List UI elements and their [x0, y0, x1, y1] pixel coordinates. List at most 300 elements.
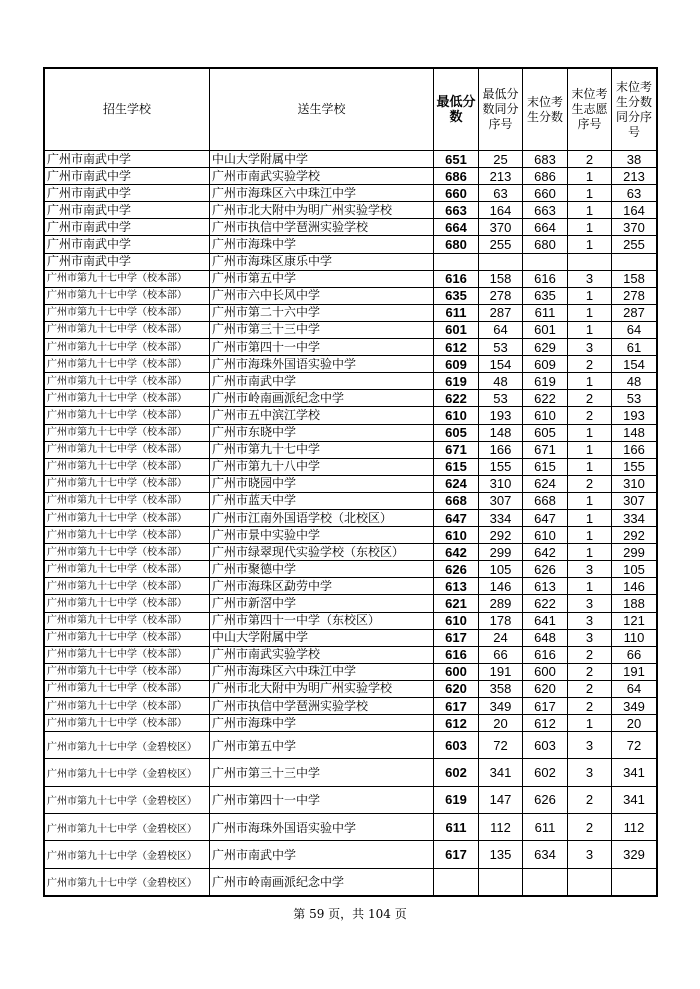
cell-sending-school: 广州市海珠外国语实验中学 [210, 356, 434, 373]
cell-last-rank [612, 868, 658, 896]
table-row [44, 868, 657, 896]
cell-min-score: 616 [434, 270, 479, 287]
cell-last-choice: 1 [568, 202, 612, 219]
table-row [44, 715, 657, 732]
table-row [44, 561, 657, 578]
cell-enrolling-school: 广州市第九十七中学（金碧校区） [44, 841, 210, 868]
cell-sending-school: 广州市景中实验中学 [210, 527, 434, 544]
cell-min-score: 610 [434, 527, 479, 544]
cell-enrolling-school: 广州市第九十七中学（金碧校区） [44, 786, 210, 813]
cell-last-choice: 2 [568, 151, 612, 168]
cell-last-rank: 66 [612, 646, 658, 663]
table-row [44, 236, 657, 253]
cell-sending-school: 广州市执信中学琶洲实验学校 [210, 219, 434, 236]
cell-last-score: 686 [523, 168, 568, 185]
cell-last-choice: 2 [568, 407, 612, 424]
cell-min-score-rank: 154 [479, 356, 523, 373]
cell-min-score-rank: 193 [479, 407, 523, 424]
cell-last-score: 622 [523, 595, 568, 612]
header-last-rank: 末位考生分数同分序号 [612, 68, 658, 151]
header-min-score: 最低分数 [434, 68, 479, 151]
cell-last-rank: 164 [612, 202, 658, 219]
header-row [44, 68, 657, 151]
header-enrolling-school: 招生学校 [44, 68, 210, 151]
cell-last-rank: 292 [612, 527, 658, 544]
cell-last-choice: 2 [568, 663, 612, 680]
cell-last-score: 683 [523, 151, 568, 168]
cell-min-score-rank: 213 [479, 168, 523, 185]
cell-last-rank: 310 [612, 475, 658, 492]
cell-sending-school: 广州市第四十一中学 [210, 786, 434, 813]
cell-sending-school: 广州市绿翠现代实验学校（东校区） [210, 544, 434, 561]
cell-min-score: 611 [434, 814, 479, 841]
cell-min-score: 622 [434, 390, 479, 407]
cell-enrolling-school: 广州市第九十七中学（金碧校区） [44, 868, 210, 896]
cell-last-score: 603 [523, 732, 568, 759]
cell-last-score: 647 [523, 509, 568, 526]
cell-sending-school: 广州市第二十六中学 [210, 304, 434, 321]
table-row [44, 339, 657, 356]
cell-enrolling-school: 广州市南武中学 [44, 202, 210, 219]
cell-enrolling-school: 广州市第九十七中学（校本部） [44, 509, 210, 526]
cell-sending-school: 广州市新滘中学 [210, 595, 434, 612]
table-row [44, 219, 657, 236]
cell-enrolling-school: 广州市第九十七中学（校本部） [44, 646, 210, 663]
cell-last-rank: 105 [612, 561, 658, 578]
table-row [44, 732, 657, 759]
cell-min-score-rank: 63 [479, 185, 523, 202]
cell-min-score: 605 [434, 424, 479, 441]
cell-sending-school: 广州市海珠区勐劳中学 [210, 578, 434, 595]
cell-min-score-rank: 307 [479, 492, 523, 509]
cell-enrolling-school: 广州市第九十七中学（校本部） [44, 492, 210, 509]
cell-last-choice: 1 [568, 321, 612, 338]
cell-min-score: 603 [434, 732, 479, 759]
cell-min-score-rank [479, 253, 523, 270]
cell-min-score-rank: 349 [479, 698, 523, 715]
table-row [44, 492, 657, 509]
table-row [44, 373, 657, 390]
cell-sending-school: 广州市南武实验学校 [210, 168, 434, 185]
cell-last-choice: 3 [568, 270, 612, 287]
cell-min-score: 671 [434, 441, 479, 458]
cell-last-rank: 61 [612, 339, 658, 356]
table-row [44, 390, 657, 407]
cell-min-score-rank: 358 [479, 680, 523, 697]
table-row [44, 202, 657, 219]
cell-last-choice: 3 [568, 732, 612, 759]
cell-min-score-rank: 164 [479, 202, 523, 219]
table-row [44, 151, 657, 168]
cell-last-score: 601 [523, 321, 568, 338]
cell-sending-school: 广州市海珠区六中珠江中学 [210, 185, 434, 202]
table-row [44, 475, 657, 492]
cell-last-rank: 64 [612, 321, 658, 338]
table-row [44, 458, 657, 475]
cell-last-rank: 166 [612, 441, 658, 458]
cell-min-score-rank: 24 [479, 629, 523, 646]
cell-sending-school: 广州市第三十三中学 [210, 321, 434, 338]
cell-min-score-rank: 341 [479, 759, 523, 786]
cell-enrolling-school: 广州市第九十七中学（金碧校区） [44, 759, 210, 786]
cell-min-score-rank: 135 [479, 841, 523, 868]
cell-enrolling-school: 广州市第九十七中学（校本部） [44, 527, 210, 544]
table-row [44, 527, 657, 544]
cell-last-score: 600 [523, 663, 568, 680]
cell-min-score: 626 [434, 561, 479, 578]
cell-last-choice: 3 [568, 339, 612, 356]
cell-last-rank: 154 [612, 356, 658, 373]
cell-last-score: 626 [523, 561, 568, 578]
cell-min-score-rank: 191 [479, 663, 523, 680]
cell-last-rank: 341 [612, 786, 658, 813]
cell-last-choice [568, 868, 612, 896]
cell-min-score-rank: 20 [479, 715, 523, 732]
cell-last-rank: 146 [612, 578, 658, 595]
table-row [44, 786, 657, 813]
cell-min-score-rank: 292 [479, 527, 523, 544]
cell-last-score: 663 [523, 202, 568, 219]
cell-enrolling-school: 广州市第九十七中学（校本部） [44, 270, 210, 287]
cell-min-score: 615 [434, 458, 479, 475]
cell-min-score-rank: 178 [479, 612, 523, 629]
table-row [44, 185, 657, 202]
cell-sending-school: 广州市第三十三中学 [210, 759, 434, 786]
cell-sending-school: 广州市聚德中学 [210, 561, 434, 578]
cell-min-score: 610 [434, 612, 479, 629]
cell-enrolling-school: 广州市第九十七中学（校本部） [44, 287, 210, 304]
cell-last-score: 612 [523, 715, 568, 732]
cell-last-rank: 148 [612, 424, 658, 441]
cell-last-choice: 1 [568, 715, 612, 732]
cell-last-score: 626 [523, 786, 568, 813]
cell-last-rank: 193 [612, 407, 658, 424]
cell-sending-school: 广州市第四十一中学 [210, 339, 434, 356]
cell-last-rank: 112 [612, 814, 658, 841]
page-number: 第 59 页，共 104 页 [293, 907, 407, 921]
cell-last-rank: 349 [612, 698, 658, 715]
table-row [44, 304, 657, 321]
cell-min-score: 624 [434, 475, 479, 492]
cell-last-choice: 1 [568, 578, 612, 595]
cell-sending-school: 广州市南武中学 [210, 841, 434, 868]
cell-sending-school: 中山大学附属中学 [210, 151, 434, 168]
cell-min-score-rank: 64 [479, 321, 523, 338]
cell-sending-school: 广州市第五中学 [210, 270, 434, 287]
cell-last-score [523, 868, 568, 896]
cell-last-score: 648 [523, 629, 568, 646]
cell-min-score: 664 [434, 219, 479, 236]
cell-last-score: 611 [523, 814, 568, 841]
cell-min-score: 663 [434, 202, 479, 219]
cell-min-score: 610 [434, 407, 479, 424]
cell-enrolling-school: 广州市第九十七中学（校本部） [44, 578, 210, 595]
cell-sending-school: 广州市五中滨江学校 [210, 407, 434, 424]
cell-last-rank: 213 [612, 168, 658, 185]
cell-enrolling-school: 广州市南武中学 [44, 219, 210, 236]
cell-last-score: 642 [523, 544, 568, 561]
cell-last-choice: 1 [568, 304, 612, 321]
cell-last-choice: 1 [568, 236, 612, 253]
cell-last-rank: 307 [612, 492, 658, 509]
cell-last-score: 620 [523, 680, 568, 697]
cell-min-score-rank: 148 [479, 424, 523, 441]
cell-last-rank: 38 [612, 151, 658, 168]
cell-enrolling-school: 广州市南武中学 [44, 253, 210, 270]
header-last-score: 末位考生分数 [523, 68, 568, 151]
table-body [44, 151, 657, 896]
cell-enrolling-school: 广州市第九十七中学（校本部） [44, 680, 210, 697]
cell-min-score-rank: 299 [479, 544, 523, 561]
header-min-score-rank: 最低分数同分序号 [479, 68, 523, 151]
cell-min-score: 613 [434, 578, 479, 595]
cell-last-choice: 1 [568, 168, 612, 185]
cell-last-rank [612, 253, 658, 270]
table-row [44, 578, 657, 595]
cell-enrolling-school: 广州市第九十七中学（校本部） [44, 475, 210, 492]
cell-min-score: 617 [434, 629, 479, 646]
cell-last-score: 629 [523, 339, 568, 356]
cell-min-score: 617 [434, 841, 479, 868]
cell-min-score: 602 [434, 759, 479, 786]
cell-sending-school: 广州市江南外国语学校（北校区） [210, 509, 434, 526]
cell-last-rank: 155 [612, 458, 658, 475]
cell-min-score: 609 [434, 356, 479, 373]
cell-enrolling-school: 广州市第九十七中学（校本部） [44, 407, 210, 424]
table-row [44, 287, 657, 304]
cell-min-score-rank: 278 [479, 287, 523, 304]
cell-last-rank: 158 [612, 270, 658, 287]
table-row [44, 441, 657, 458]
cell-enrolling-school: 广州市第九十七中学（校本部） [44, 339, 210, 356]
cell-enrolling-school: 广州市第九十七中学（金碧校区） [44, 732, 210, 759]
cell-last-score: 611 [523, 304, 568, 321]
cell-min-score-rank: 48 [479, 373, 523, 390]
cell-min-score: 680 [434, 236, 479, 253]
table-row [44, 424, 657, 441]
cell-min-score: 617 [434, 698, 479, 715]
cell-min-score: 660 [434, 185, 479, 202]
cell-min-score: 668 [434, 492, 479, 509]
cell-last-score: 619 [523, 373, 568, 390]
cell-min-score-rank: 66 [479, 646, 523, 663]
cell-min-score-rank: 72 [479, 732, 523, 759]
cell-min-score-rank: 166 [479, 441, 523, 458]
cell-last-rank: 48 [612, 373, 658, 390]
cell-last-rank: 329 [612, 841, 658, 868]
cell-last-score: 622 [523, 390, 568, 407]
cell-enrolling-school: 广州市南武中学 [44, 185, 210, 202]
admission-table [43, 67, 658, 897]
cell-last-rank: 334 [612, 509, 658, 526]
cell-enrolling-school: 广州市南武中学 [44, 168, 210, 185]
cell-sending-school: 广州市执信中学琶洲实验学校 [210, 698, 434, 715]
cell-min-score-rank: 370 [479, 219, 523, 236]
cell-min-score: 601 [434, 321, 479, 338]
cell-last-choice: 1 [568, 509, 612, 526]
cell-enrolling-school: 广州市第九十七中学（校本部） [44, 321, 210, 338]
cell-last-choice: 3 [568, 759, 612, 786]
cell-enrolling-school: 广州市第九十七中学（校本部） [44, 441, 210, 458]
cell-min-score: 612 [434, 339, 479, 356]
cell-enrolling-school: 广州市第九十七中学（金碧校区） [44, 814, 210, 841]
cell-min-score: 616 [434, 646, 479, 663]
cell-last-score: 605 [523, 424, 568, 441]
cell-last-score: 610 [523, 527, 568, 544]
cell-last-score: 664 [523, 219, 568, 236]
cell-sending-school: 广州市岭南画派纪念中学 [210, 868, 434, 896]
cell-sending-school: 广州市六中长风中学 [210, 287, 434, 304]
cell-last-choice: 2 [568, 390, 612, 407]
cell-last-score: 610 [523, 407, 568, 424]
cell-min-score-rank: 105 [479, 561, 523, 578]
cell-last-choice: 3 [568, 841, 612, 868]
cell-sending-school: 广州市海珠区康乐中学 [210, 253, 434, 270]
table-row [44, 612, 657, 629]
cell-last-rank: 341 [612, 759, 658, 786]
table-row [44, 646, 657, 663]
table-row [44, 814, 657, 841]
cell-sending-school: 广州市第五中学 [210, 732, 434, 759]
cell-sending-school: 广州市南武实验学校 [210, 646, 434, 663]
cell-last-rank: 287 [612, 304, 658, 321]
cell-sending-school: 广州市海珠中学 [210, 715, 434, 732]
cell-last-rank: 64 [612, 680, 658, 697]
table-row [44, 407, 657, 424]
cell-sending-school: 广州市第九十八中学 [210, 458, 434, 475]
cell-min-score: 612 [434, 715, 479, 732]
cell-last-rank: 72 [612, 732, 658, 759]
cell-sending-school: 广州市晓园中学 [210, 475, 434, 492]
cell-last-choice: 2 [568, 814, 612, 841]
cell-min-score-rank: 334 [479, 509, 523, 526]
table-row [44, 629, 657, 646]
cell-enrolling-school: 广州市第九十七中学（校本部） [44, 544, 210, 561]
cell-last-choice: 1 [568, 185, 612, 202]
cell-last-choice: 2 [568, 786, 612, 813]
cell-last-choice: 3 [568, 629, 612, 646]
cell-sending-school: 中山大学附属中学 [210, 629, 434, 646]
cell-min-score: 635 [434, 287, 479, 304]
cell-last-choice: 3 [568, 561, 612, 578]
cell-min-score [434, 253, 479, 270]
cell-last-score: 615 [523, 458, 568, 475]
cell-sending-school: 广州市东晓中学 [210, 424, 434, 441]
cell-min-score-rank: 112 [479, 814, 523, 841]
cell-last-choice: 1 [568, 287, 612, 304]
table-row [44, 356, 657, 373]
table-row [44, 321, 657, 338]
cell-last-score: 609 [523, 356, 568, 373]
cell-last-choice: 1 [568, 219, 612, 236]
cell-last-choice: 1 [568, 441, 612, 458]
cell-last-choice: 1 [568, 373, 612, 390]
cell-last-choice: 1 [568, 544, 612, 561]
cell-enrolling-school: 广州市第九十七中学（校本部） [44, 663, 210, 680]
cell-sending-school: 广州市海珠中学 [210, 236, 434, 253]
cell-sending-school: 广州市第四十一中学（东校区） [210, 612, 434, 629]
cell-last-score: 634 [523, 841, 568, 868]
cell-enrolling-school: 广州市南武中学 [44, 151, 210, 168]
cell-min-score-rank: 53 [479, 390, 523, 407]
cell-min-score: 686 [434, 168, 479, 185]
cell-min-score-rank: 146 [479, 578, 523, 595]
table-row [44, 544, 657, 561]
cell-last-rank: 370 [612, 219, 658, 236]
header-last-choice: 末位考生志愿序号 [568, 68, 612, 151]
cell-enrolling-school: 广州市第九十七中学（校本部） [44, 390, 210, 407]
cell-last-choice: 2 [568, 646, 612, 663]
cell-min-score-rank: 53 [479, 339, 523, 356]
cell-last-choice: 2 [568, 356, 612, 373]
cell-min-score: 651 [434, 151, 479, 168]
cell-min-score: 611 [434, 304, 479, 321]
cell-last-choice: 1 [568, 458, 612, 475]
cell-last-rank: 20 [612, 715, 658, 732]
table-row [44, 253, 657, 270]
cell-last-score: 613 [523, 578, 568, 595]
cell-enrolling-school: 广州市南武中学 [44, 236, 210, 253]
cell-enrolling-school: 广州市第九十七中学（校本部） [44, 424, 210, 441]
cell-sending-school: 广州市第九十七中学 [210, 441, 434, 458]
cell-min-score-rank: 155 [479, 458, 523, 475]
cell-enrolling-school: 广州市第九十七中学（校本部） [44, 561, 210, 578]
cell-min-score: 620 [434, 680, 479, 697]
cell-min-score-rank: 287 [479, 304, 523, 321]
cell-enrolling-school: 广州市第九十七中学（校本部） [44, 356, 210, 373]
cell-enrolling-school: 广州市第九十七中学（校本部） [44, 458, 210, 475]
cell-min-score-rank [479, 868, 523, 896]
cell-last-choice: 1 [568, 527, 612, 544]
cell-min-score: 647 [434, 509, 479, 526]
table-row [44, 663, 657, 680]
cell-last-choice: 2 [568, 680, 612, 697]
cell-min-score-rank: 158 [479, 270, 523, 287]
cell-last-choice: 1 [568, 424, 612, 441]
cell-last-rank: 191 [612, 663, 658, 680]
cell-min-score: 621 [434, 595, 479, 612]
cell-last-score: 671 [523, 441, 568, 458]
cell-last-score: 641 [523, 612, 568, 629]
cell-last-choice: 2 [568, 475, 612, 492]
cell-min-score-rank: 310 [479, 475, 523, 492]
cell-sending-school: 广州市蓝天中学 [210, 492, 434, 509]
cell-sending-school: 广州市北大附中为明广州实验学校 [210, 202, 434, 219]
cell-last-score: 617 [523, 698, 568, 715]
cell-enrolling-school: 广州市第九十七中学（校本部） [44, 715, 210, 732]
cell-min-score-rank: 289 [479, 595, 523, 612]
cell-enrolling-school: 广州市第九十七中学（校本部） [44, 629, 210, 646]
cell-enrolling-school: 广州市第九十七中学（校本部） [44, 304, 210, 321]
cell-min-score-rank: 25 [479, 151, 523, 168]
cell-last-rank: 188 [612, 595, 658, 612]
cell-last-score: 660 [523, 185, 568, 202]
cell-last-choice: 2 [568, 698, 612, 715]
table-row [44, 841, 657, 868]
cell-last-rank: 110 [612, 629, 658, 646]
cell-last-score: 616 [523, 270, 568, 287]
cell-last-rank: 63 [612, 185, 658, 202]
table-row [44, 680, 657, 697]
cell-min-score: 619 [434, 786, 479, 813]
table-row [44, 759, 657, 786]
cell-enrolling-school: 广州市第九十七中学（校本部） [44, 698, 210, 715]
cell-last-rank: 121 [612, 612, 658, 629]
cell-min-score [434, 868, 479, 896]
cell-last-choice: 3 [568, 595, 612, 612]
cell-sending-school: 广州市海珠外国语实验中学 [210, 814, 434, 841]
cell-enrolling-school: 广州市第九十七中学（校本部） [44, 373, 210, 390]
